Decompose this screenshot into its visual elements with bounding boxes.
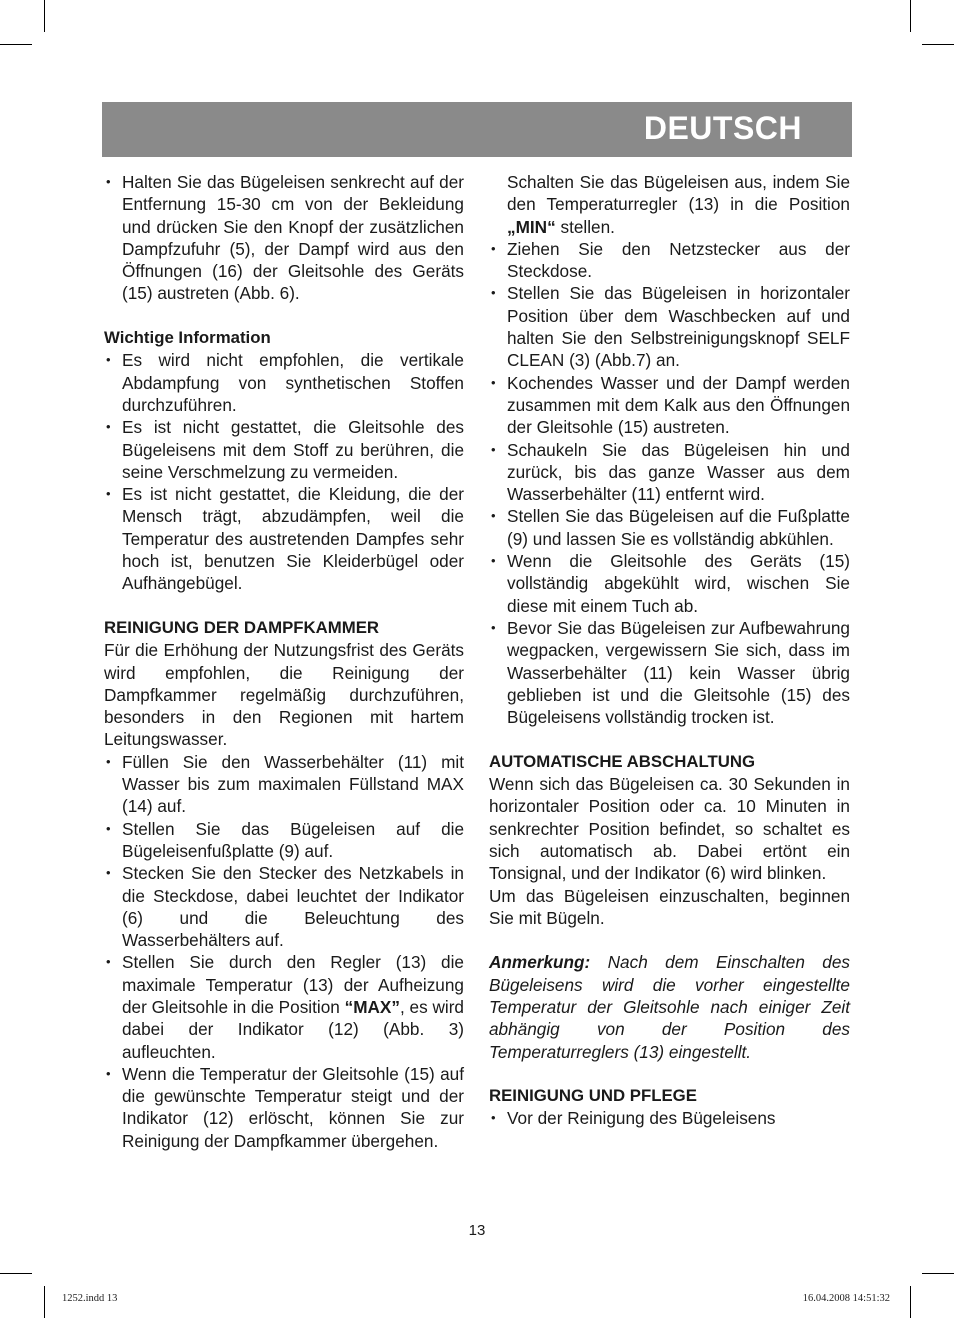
- note-paragraph: [489, 951, 850, 1062]
- crop-mark: [922, 44, 954, 45]
- cleaning-steps-list-2: [489, 238, 850, 729]
- list-item: • Vor der Reinigung des Bügeleisens: [489, 1107, 850, 1129]
- list-item: • Es ist nicht gestattet, die Gleitsohle des Bügeleisens mit dem Stoff zu berühren, die seine Verschmelzung zu vermeiden.: [104, 416, 464, 483]
- list-item: • Bevor Sie das Bügeleisen zur Aufbewahrung wegpacken, vergewissern Sie sich, dass im Wasserbehälter (11) kein Wasser übrig geblieben ist und die Gleitsohle (15) des Bügeleisens vollständig trocken ist.: [489, 617, 850, 728]
- crop-mark: [44, 1286, 45, 1318]
- list-item: • Stecken Sie den Stecker des Netzkabels in die Steckdose, dabei leuchtet der Indikator (6) und die Beleuchtung des Wasserbehälters auf.: [104, 862, 464, 951]
- steam-bullet-list: [104, 171, 464, 305]
- language-header-bar: [102, 102, 852, 157]
- info-list: [104, 349, 464, 594]
- page-title: DEUTSCH: [643, 110, 802, 146]
- list-item: • Stellen Sie das Bügeleisen auf die Fußplatte (9) und lassen Sie es vollständig abkühlen.: [489, 505, 850, 550]
- text-run: stellen.: [555, 216, 615, 237]
- crop-mark: [0, 44, 32, 45]
- right-column: [489, 171, 850, 1130]
- list-item: • Es ist nicht gestattet, die Kleidung, die der Mensch trägt, abzudämpfen, weil die Temperatur des austretenden Dampfes sehr hoch ist, benutzen Sie Kleiderbügel oder Aufhängebügel.: [104, 483, 464, 594]
- list-item: • Schaukeln Sie das Bügeleisen hin und zurück, bis das ganze Wasser aus dem Wasserbehälter (11) entfernt wird.: [489, 439, 850, 506]
- left-column: [104, 171, 464, 1152]
- continued-step: [489, 171, 850, 238]
- list-item: • Wenn die Temperatur der Gleitsohle (15) auf die gewünschte Temperatur steigt und der Indikator (12) erlöscht, können Sie zur Reinigung der Dampfkammer übergehen.: [104, 1063, 464, 1152]
- text-run: , es wird dabei der Indikator (12) (Abb. 3) aufleuchten.: [122, 996, 464, 1062]
- care-list: [489, 1107, 850, 1129]
- list-item: • Ziehen Sie den Netzstecker aus der Steckdose.: [489, 238, 850, 283]
- list-item: • Halten Sie das Bügeleisen senkrecht auf der Entfernung 15-30 cm von der Bekleidung und drücken Sie den Knopf der zusätzlichen Dampfzufuhr (5), der Dampf wird aus den Öffnungen (16) der Gleitsohle des Geräts (15) austreten (Abb. 6).: [104, 171, 464, 305]
- footer-file-name: 1252.indd 13: [62, 1293, 118, 1304]
- list-item: [104, 951, 464, 1062]
- position-min: „MIN“: [507, 216, 556, 237]
- section-heading-steam-chamber: REINIGUNG DER DAMPFKAMMER: [104, 617, 380, 637]
- crop-mark: [910, 0, 911, 32]
- list-item: • Wenn die Gleitsohle des Geräts (15) vollständig abgekühlt wird, wischen Sie diese mit einem Tuch ab.: [489, 550, 850, 617]
- section-heading-info: Wichtige Information: [104, 328, 271, 348]
- note-text: Nach dem Einschalten des Bügeleisens wird die vorher eingestellte Temperatur der Gleitsohle nach einiger Zeit abhängig von der Position des Temperaturreglers (13) eingestellt.: [489, 952, 850, 1062]
- position-max: “MAX”: [344, 996, 400, 1017]
- section-heading-care: REINIGUNG UND PFLEGE: [489, 1086, 697, 1106]
- paragraph: Wenn sich das Bügeleisen ca. 30 Sekunden in horizontaler Position oder ca. 10 Minuten in senkrechter Position befindet, so schaltet es sich automatisch ab. Dabei ertönt ein Tonsignal, und der Indikator (6) wird blinken.: [489, 774, 850, 884]
- cleaning-steps-list: [104, 751, 464, 1152]
- list-item: • Füllen Sie den Wasserbehälter (11) mit Wasser bis zum maximalen Füllstand MAX (14) auf.: [104, 751, 464, 818]
- crop-mark: [44, 0, 45, 32]
- text-run: Schalten Sie das Bügeleisen aus, indem Sie den Temperaturregler (13) in die Position: [507, 172, 850, 215]
- list-item: • Stellen Sie das Bügeleisen auf die Bügeleisenfußplatte (9) auf.: [104, 818, 464, 863]
- list-item: • Es wird nicht empfohlen, die vertikale Abdampfung von synthetischen Stoffen durchzuführen.: [104, 349, 464, 416]
- page-number: 13: [468, 1222, 486, 1239]
- crop-mark: [910, 1286, 911, 1318]
- text-run: Stellen Sie durch den Regler (13) die maximale Temperatur (13) der Aufheizung der Gleitsohle in die Position: [122, 952, 464, 1017]
- crop-mark: [0, 1273, 32, 1274]
- list-item: • Kochendes Wasser und der Dampf werden zusammen mit dem Kalk aus den Öffnungen der Gleitsohle (15) austreten.: [489, 372, 850, 439]
- paragraph: Für die Erhöhung der Nutzungsfrist des Geräts wird empfohlen, die Reinigung der Dampfkammer regelmäßig durchzuführen, besonders in den Regionen mit hartem Leitungswasser.: [104, 640, 464, 750]
- footer-datetime: 16.04.2008 14:51:32: [802, 1293, 890, 1304]
- crop-mark: [922, 1273, 954, 1274]
- paragraph: Um das Bügeleisen einzuschalten, beginnen Sie mit Bügeln.: [489, 885, 850, 928]
- section-heading-auto-off: AUTOMATISCHE ABSCHALTUNG: [489, 751, 755, 771]
- note-label: Anmerkung:: [489, 952, 591, 973]
- list-item: • Stellen Sie das Bügeleisen in horizontaler Position über dem Waschbecken auf und halten Sie den Selbstreinigungsknopf SELF CLEAN (3) (Abb.7) an.: [489, 282, 850, 371]
